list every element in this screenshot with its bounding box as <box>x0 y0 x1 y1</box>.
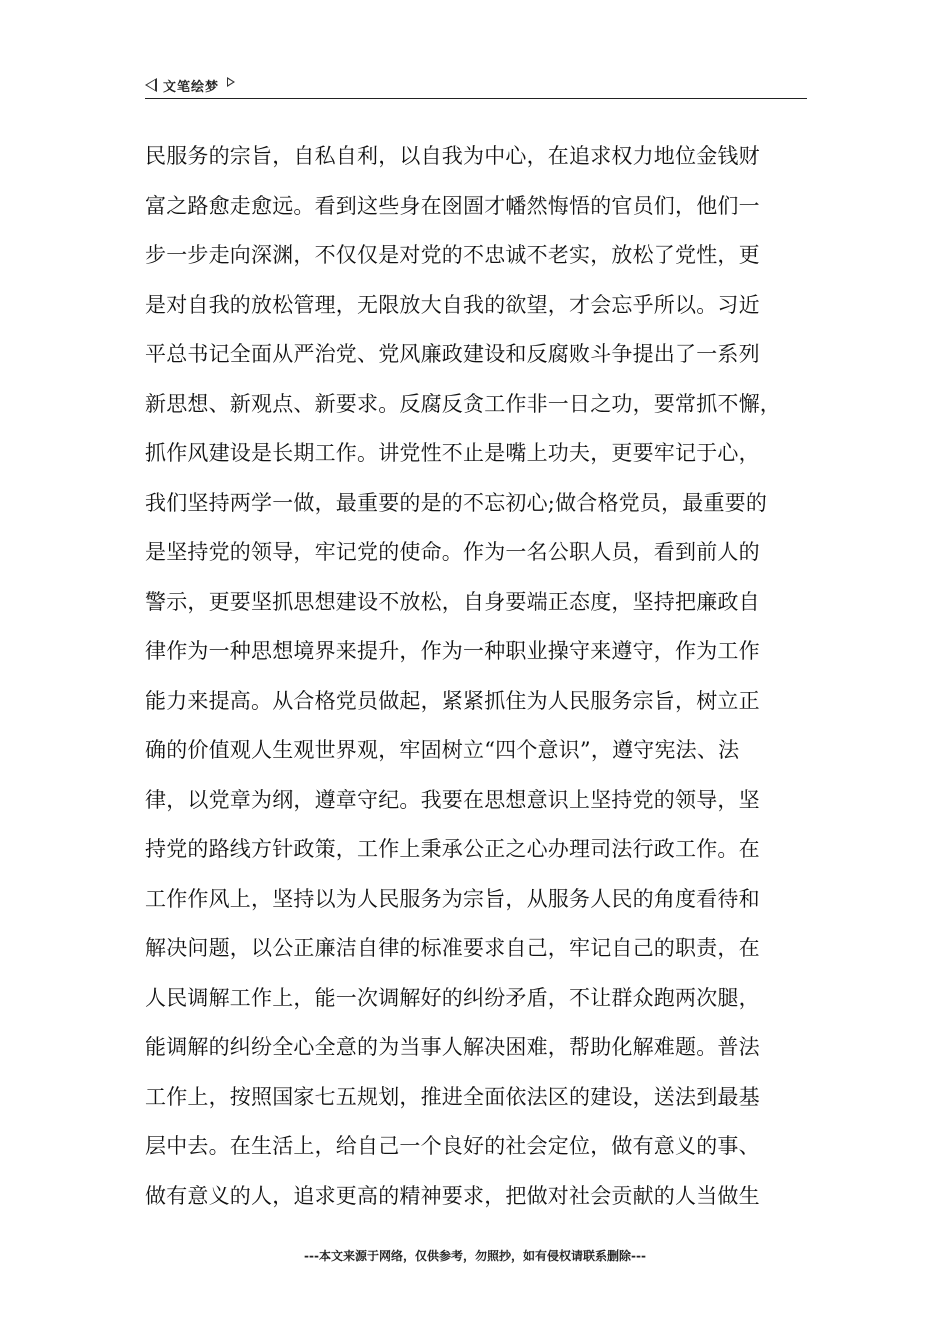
text-line: 持党的路线方针政策，工作上秉承公正之心办理司法行政工作。在 <box>145 837 760 861</box>
text-line: 警示，更要坚抓思想建设不放松，自身要端正态度，坚持把廉政自 <box>145 589 760 614</box>
text-line: 民服务的宗旨，自私自利，以自我为中心，在追求权力地位金钱财 <box>145 144 760 168</box>
text-line: 是坚持党的领导，牢记党的使命。作为一名公职人员，看到前人的 <box>145 540 760 564</box>
text-line: 确的价值观人生观世界观，牢固树立“四个意识”，遵守宪法、法 <box>145 738 740 762</box>
text-line: 我们坚持两学一做，最重要的是的不忘初心;做合格党员，最重要的 <box>145 490 768 515</box>
text-line: 人民调解工作上，能一次调解好的纠纷矛盾，不让群众跑两次腿， <box>145 985 760 1010</box>
text-line: 律，以党章为纲，遵章守纪。我要在思想意识上坚持党的领导，坚 <box>145 787 760 812</box>
text-line: 做有意义的人，追求更高的精神要求，把做对社会贡献的人当做生 <box>145 1183 760 1208</box>
text-line: 富之路愈走愈远。看到这些身在囹圄才幡然悔悟的官员们，他们一 <box>145 193 760 218</box>
text-line: 律作为一种思想境界来提升，作为一种职业操守来遵守，作为工作 <box>145 639 760 663</box>
text-line: 能调解的纠纷全心全意的为当事人解决困难，帮助化解难题。普法 <box>145 1035 760 1059</box>
text-line: 步一步走向深渊，不仅仅是对党的不忠诚不老实，放松了党性，更 <box>145 243 760 267</box>
document-body <box>145 132 817 1221</box>
text-line: 层中去。在生活上，给自己一个良好的社会定位，做有意义的事、 <box>145 1134 760 1158</box>
text-line: 工作作风上，坚持以为人民服务为宗旨，从服务人民的角度看待和 <box>145 886 760 911</box>
triangle-right-icon <box>227 77 235 87</box>
text-line: 抓作风建设是长期工作。讲党性不止是嘴上功夫，更要牢记于心， <box>145 441 760 465</box>
text-line: 平总书记全面从严治党、党风廉政建设和反腐败斗争提出了一系列 <box>145 342 760 366</box>
text-line: 工作上，按照国家七五规划，推进全面依法区的建设，送法到最基 <box>145 1084 760 1109</box>
text-line: 是对自我的放松管理，无限放大自我的欲望，才会忘乎所以。习近 <box>145 292 760 317</box>
page-header <box>145 72 807 99</box>
header-brand: 文笔绘梦 <box>163 79 220 95</box>
text-line: 新思想、新观点、新要求。反腐反贪工作非一日之功，要常抓不懈， <box>145 391 781 416</box>
text-line: 解决问题，以公正廉洁自律的标准要求自己，牢记自己的职责，在 <box>145 936 760 960</box>
text-line: 能力来提高。从合格党员做起，紧紧抓住为人民服务宗旨，树立正 <box>145 688 760 713</box>
footer-notice: ---本文来源于网络，仅供参考，勿照抄，如有侵权请联系删除--- <box>304 1249 646 1263</box>
triangle-left-icon <box>145 78 157 92</box>
